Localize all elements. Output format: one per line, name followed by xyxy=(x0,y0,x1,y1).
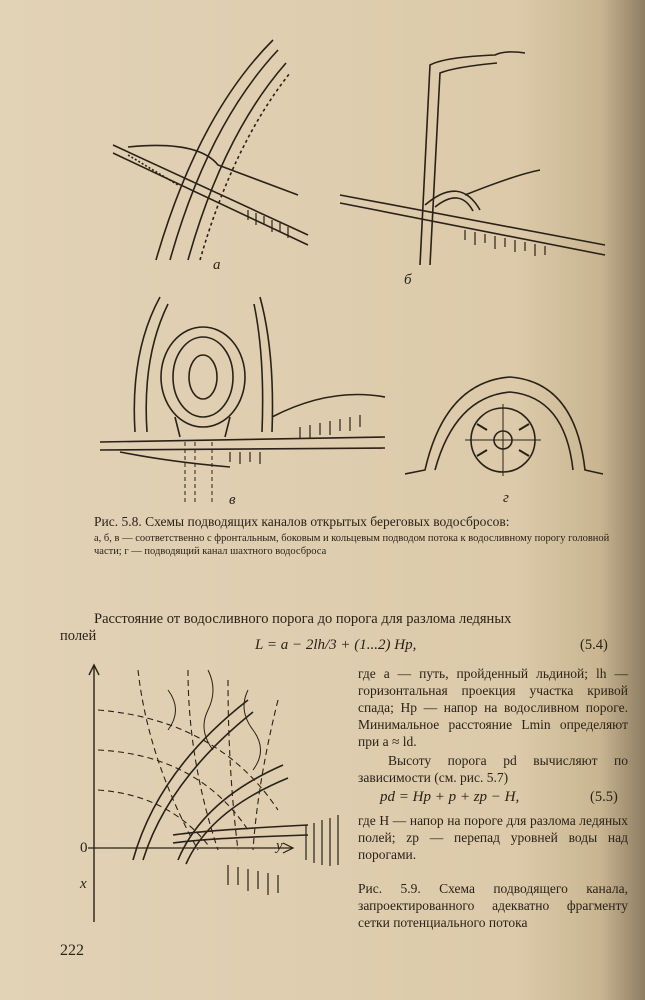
axis-x-label: x xyxy=(80,876,87,892)
figure-a xyxy=(108,35,318,265)
figure-g-label: г xyxy=(503,490,509,506)
equation-5-5-number: (5.5) xyxy=(590,789,618,805)
figure-v xyxy=(100,292,390,512)
caption-detail: а, б, в — соответственно с фронтальным, боковым и кольцевым подводом потока к водосливному порогу головной части; г — подводящий канал шахтного водосброса xyxy=(94,533,610,557)
origin-label: 0 xyxy=(80,840,88,856)
intro-line-1: Расстояние от водосливного порога до порога для разлома ледяных xyxy=(94,611,512,627)
height-paragraph: Высоту порога pd вычисляют по зависимости (см. рис. 5.7) xyxy=(358,753,628,785)
equation-5-4: L = a − 2lh/3 + (1...2) Hp, xyxy=(255,637,417,653)
figure-a-label: а xyxy=(213,257,221,273)
figure-5-9-caption: Рис. 5.9. Схема подводящего канала, запроектированного адекватно фрагменту сетки потенциального потока xyxy=(358,881,628,930)
caption-title: Рис. 5.8. Схемы подводящих каналов открытых береговых водосбросов: xyxy=(94,514,510,529)
figure-v-label: в xyxy=(229,492,236,508)
figure-b-label: б xyxy=(404,272,412,288)
figure-g xyxy=(405,362,605,492)
page-number: 222 xyxy=(60,942,84,959)
figure-5-9 xyxy=(78,660,348,930)
definition-paragraph-2: где H — напор на пороге для разлома ледяных полей; zp — перепад уровней воды над порогами. xyxy=(358,813,628,862)
figure-b xyxy=(335,45,615,275)
definition-paragraph-1: где a — путь, пройденный льдиной; lh — горизонтальная проекция участка кривой спада; Hp — напор на водосливном пороге. Минимальное расстояние Lmin определяют при a ≈ ld. xyxy=(358,666,628,749)
figure-5-8-caption xyxy=(94,514,622,558)
intro-line-2: полей xyxy=(60,628,97,644)
equation-5-4-number: (5.4) xyxy=(580,637,608,653)
axis-y-label: y xyxy=(276,838,283,854)
equation-5-5: pd = Hp + p + zp − H, xyxy=(380,789,520,805)
